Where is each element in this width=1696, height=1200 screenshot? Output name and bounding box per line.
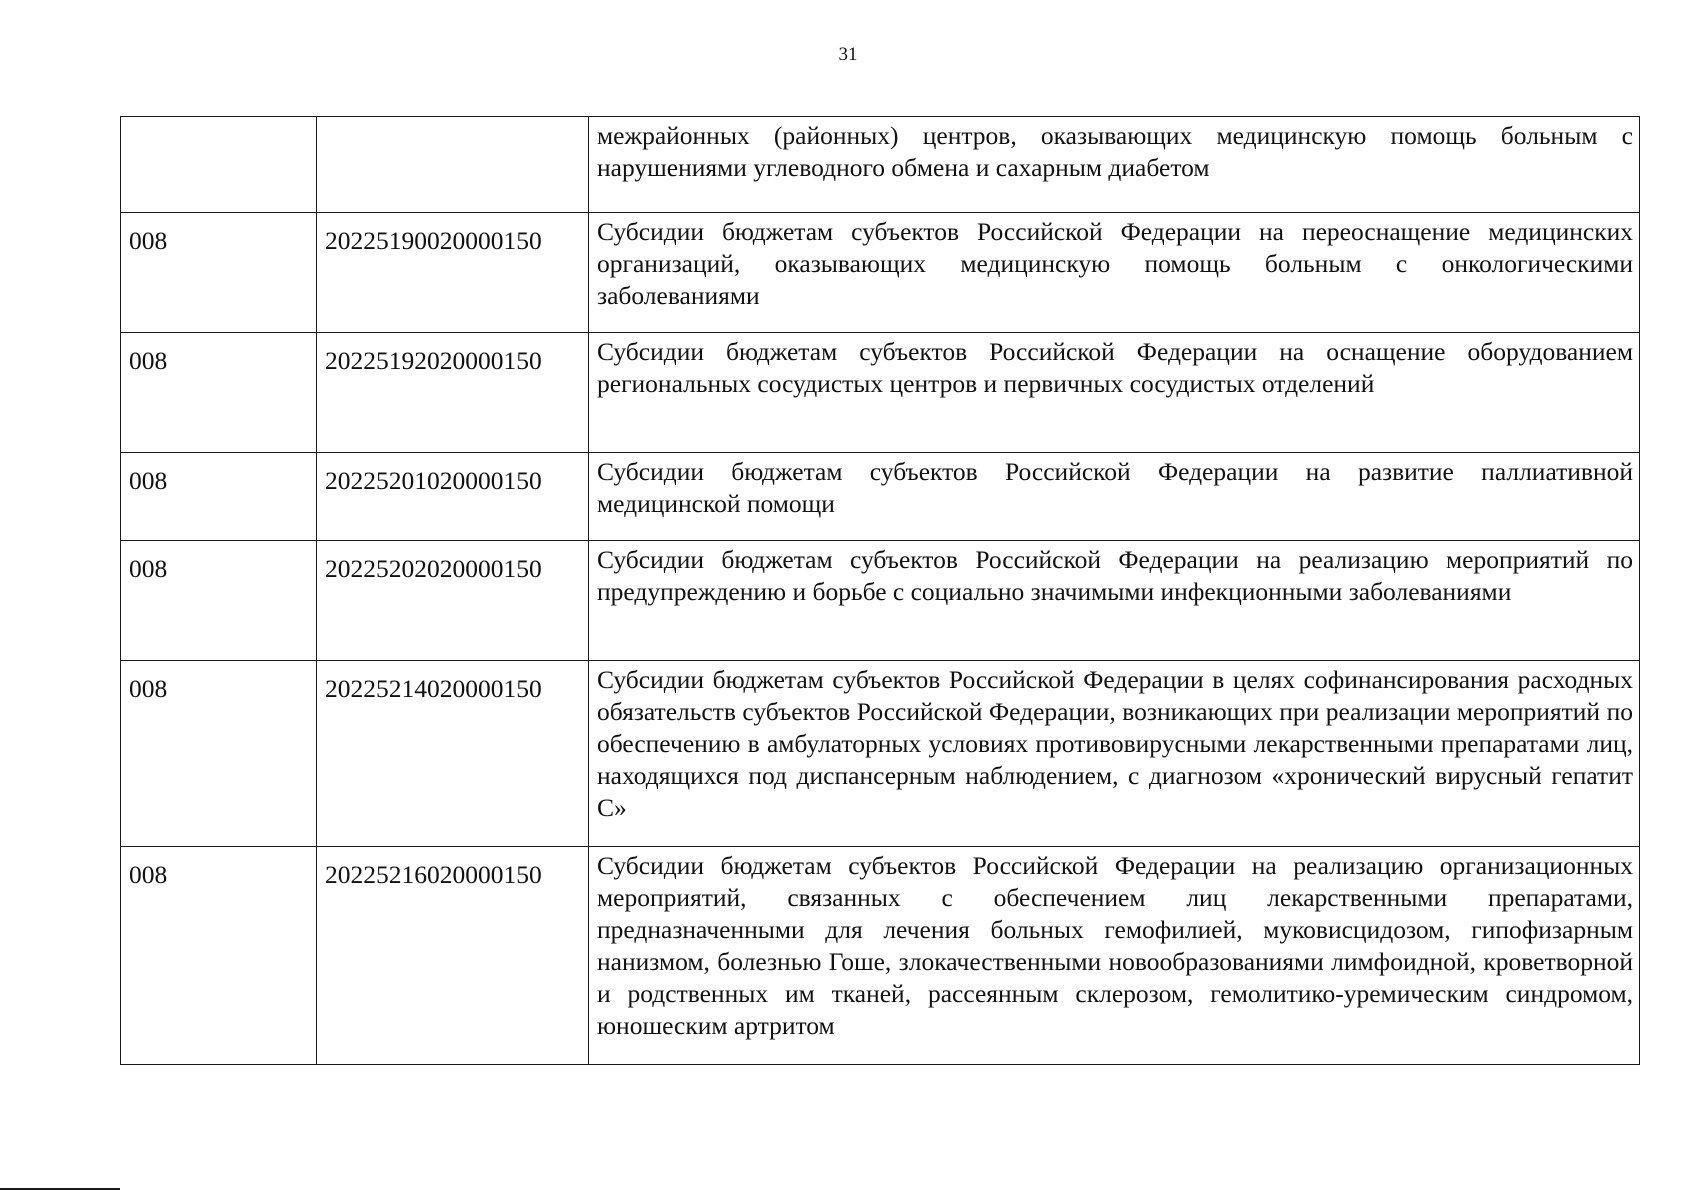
- kbk-code-cell: 20225202020000150: [317, 541, 589, 661]
- admin-code-cell: [121, 117, 317, 213]
- description-cell: Субсидии бюджетам субъектов Российской Федерации на оснащение оборудованием региональных сосудистых центров и первичных сосудистых отделений: [589, 333, 1640, 453]
- description-cell: межрайонных (районных) центров, оказывающих медицинскую помощь больным с нарушениями углеводного обмена и сахарным диабетом: [589, 117, 1640, 213]
- kbk-code-cell: 20225201020000150: [317, 453, 589, 541]
- kbk-code-cell: 20225214020000150: [317, 661, 589, 847]
- table-row: [121, 541, 1640, 661]
- admin-code-cell: 008: [121, 541, 317, 661]
- description-cell: Субсидии бюджетам субъектов Российской Федерации на реализацию организационных мероприятий, связанных с обеспечением лиц лекарственными препаратами, предназначенными для лечения больных гемофилией, муковисцидозом, гипофизарным нанизмом, болезнью Гоше, злокачественными новообразованиями лимфоидной, кроветворной и родственных им тканей, рассеянным склерозом, гемолитико-уремическим синдромом, юношеским артритом: [589, 847, 1640, 1065]
- table-row: [121, 847, 1640, 1065]
- table-row: [121, 117, 1640, 213]
- description-cell: Субсидии бюджетам субъектов Российской Федерации в целях софинансирования расходных обязательств субъектов Российской Федерации, возникающих при реализации мероприятий по обеспечению в амбулаторных условиях противовирусными лекарственными препаратами лиц, находящихся под диспансерным наблюдением, с диагнозом «хронический вирусный гепатит С»: [589, 661, 1640, 847]
- table-row: [121, 661, 1640, 847]
- table-row: [121, 213, 1640, 333]
- kbk-code-cell: 20225216020000150: [317, 847, 589, 1065]
- page-number: 31: [838, 44, 858, 65]
- description-cell: Субсидии бюджетам субъектов Российской Федерации на развитие паллиативной медицинской помощи: [589, 453, 1640, 541]
- admin-code-cell: 008: [121, 661, 317, 847]
- admin-code-cell: 008: [121, 333, 317, 453]
- footnote-separator: [0, 1188, 120, 1190]
- description-cell: Субсидии бюджетам субъектов Российской Федерации на реализацию мероприятий по предупреждению и борьбе с социально значимыми инфекционными заболеваниями: [589, 541, 1640, 661]
- admin-code-cell: 008: [121, 213, 317, 333]
- kbk-code-cell: [317, 117, 589, 213]
- admin-code-cell: 008: [121, 847, 317, 1065]
- kbk-code-cell: 20225192020000150: [317, 333, 589, 453]
- table-row: [121, 453, 1640, 541]
- kbk-code-cell: 20225190020000150: [317, 213, 589, 333]
- budget-codes-table: [120, 116, 1640, 1065]
- admin-code-cell: 008: [121, 453, 317, 541]
- table-row: [121, 333, 1640, 453]
- description-cell: Субсидии бюджетам субъектов Российской Федерации на переоснащение медицинских организаций, оказывающих медицинскую помощь больным с онкологическими заболеваниями: [589, 213, 1640, 333]
